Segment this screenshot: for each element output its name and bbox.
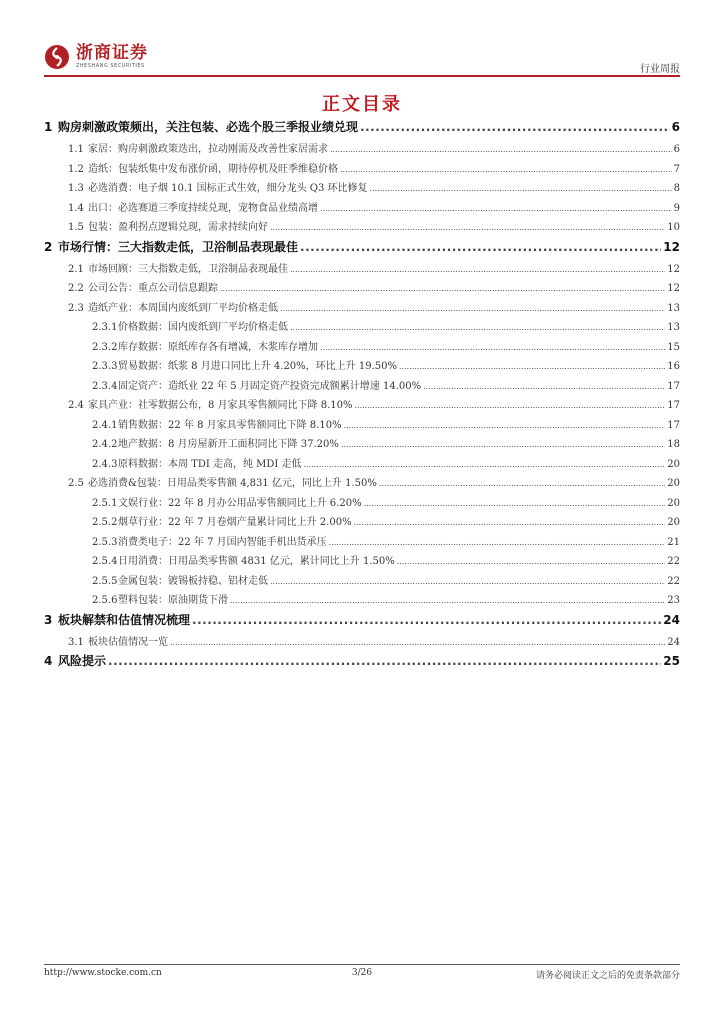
toc-entry-page: 9 — [673, 202, 680, 214]
toc-entry-title: 公司公告：重点公司信息跟踪 — [88, 283, 218, 294]
toc-entry-title: 家具产业：社零数据公布，8 月家具零售额同比下降 8.10% — [88, 400, 353, 411]
toc-entry-number: 2.5 — [68, 478, 84, 489]
toc-entry[interactable] — [44, 435, 680, 455]
toc-entry[interactable] — [44, 377, 680, 397]
toc-entry[interactable] — [44, 416, 680, 436]
toc-entry-number: 3.1 — [68, 636, 84, 648]
toc-leader-dots — [364, 499, 666, 508]
company-logo — [44, 44, 148, 70]
toc-entry[interactable] — [44, 513, 680, 533]
toc-entry[interactable] — [44, 199, 680, 219]
toc-entry-number: 2.5.6 — [92, 595, 118, 606]
toc-entry-page: 13 — [667, 322, 680, 333]
toc-entry-page: 8 — [673, 183, 680, 194]
toc-entry-title: 销售数据：22 年 8 月家具零售额同比下降 8.10% — [118, 419, 342, 431]
toc-entry[interactable] — [44, 160, 680, 180]
toc-entry[interactable] — [44, 494, 680, 514]
toc-entry-title: 市场回顾：三大指数走低，卫浴制品表现最佳 — [88, 263, 288, 275]
toc-leader-dots — [220, 284, 665, 293]
toc-leader-dots — [170, 638, 665, 647]
toc-entry-number: 2.5.4 — [92, 556, 118, 567]
toc-leader-dots — [230, 596, 665, 605]
toc-entry[interactable] — [44, 633, 680, 653]
header-divider — [44, 75, 680, 77]
toc-entry-number: 3 — [44, 612, 53, 627]
toc-entry-number: 2.3.2 — [92, 341, 118, 353]
toc-entry[interactable] — [44, 179, 680, 199]
toc-entry-number: 2.5.5 — [92, 575, 118, 587]
toc-leader-dots — [290, 265, 665, 274]
toc-entry-title: 库存数据：原纸库存各有增减，木浆库存增加 — [118, 341, 318, 353]
toc-leader-dots — [280, 304, 665, 313]
toc-entry[interactable] — [44, 611, 680, 633]
toc-entry-title: 造纸：包装纸集中发布涨价函，期待停机及旺季维稳价格 — [88, 163, 338, 175]
toc-entry-title: 固定资产：造纸业 22 年 5 月固定资产投资完成额累计增速 14.00% — [118, 380, 422, 392]
toc-entry-title: 板块估值情况一览 — [88, 636, 168, 648]
toc-entry[interactable] — [44, 357, 680, 377]
footer-url[interactable]: http://www.stocke.com.cn — [44, 968, 162, 978]
toc-entry-page: 12 — [667, 283, 680, 294]
toc-entry[interactable] — [44, 338, 680, 358]
toc-entry-page: 17 — [667, 400, 680, 411]
toc-leader-dots — [354, 518, 666, 527]
toc-entry-page: 12 — [667, 263, 680, 275]
toc-entry-page: 10 — [667, 222, 680, 233]
toc-title: 正文目录 — [322, 94, 402, 115]
toc-entry-title: 市场行情：三大指数走低，卫浴制品表现最佳 — [58, 239, 299, 254]
toc-entry[interactable] — [44, 591, 680, 611]
logo-english-name: ZHESHANG SECURITIES — [76, 63, 145, 69]
toc-entry[interactable] — [44, 140, 680, 160]
toc-entry-number: 2.5.3 — [92, 536, 118, 548]
toc-entry-page: 20 — [667, 497, 680, 509]
toc-leader-dots — [270, 223, 665, 232]
toc-entry-page: 7 — [673, 163, 680, 175]
logo-chinese-name: 浙商证券 — [76, 43, 148, 63]
toc-entry-title: 造纸产业：本周国内废纸到厂平均价格走低 — [88, 302, 278, 314]
toc-entry-title: 必选消费：电子烟 10.1 国标正式生效，细分龙头 Q3 环比修复 — [88, 183, 368, 194]
toc-entry-page: 22 — [667, 556, 680, 567]
toc-entry[interactable] — [44, 652, 680, 674]
toc-leader-dots — [290, 323, 665, 332]
toc-entry[interactable] — [44, 279, 680, 299]
toc-entry-number: 2.4.1 — [92, 419, 118, 431]
toc-entry-title: 地产数据：8 月房屋新开工面积同比下降 37.20% — [118, 439, 339, 450]
toc-leader-dots — [320, 343, 665, 352]
toc-leader-dots — [355, 401, 666, 410]
toc-entry-page: 20 — [667, 478, 680, 489]
toc-entry-page: 12 — [663, 239, 680, 254]
toc-entry[interactable] — [44, 474, 680, 494]
toc-entry-number: 2.3 — [68, 302, 84, 314]
toc-entry-number: 2.4.2 — [92, 439, 118, 450]
toc-entry-page: 20 — [667, 517, 680, 528]
toc-entry-title: 价格数据：国内废纸到厂平均价格走低 — [118, 322, 288, 333]
toc-leader-dots — [270, 577, 665, 586]
toc-entry-title: 金属包装：镀锡板持稳、铝材走低 — [118, 575, 268, 587]
toc-leader-dots — [341, 440, 665, 449]
toc-entry-page: 6 — [671, 120, 680, 134]
toc-entry-page: 18 — [667, 439, 680, 450]
toc-entry-page: 20 — [667, 458, 680, 470]
toc-entry-title: 板块解禁和估值情况梳理 — [58, 612, 191, 627]
toc-leader-dots — [329, 538, 666, 547]
toc-entry-page: 21 — [667, 536, 680, 548]
toc-entry-title: 必选消费&包装：日用品类零售额 4,831 亿元，同比上升 1.50% — [88, 478, 377, 489]
toc-entry-page: 15 — [667, 341, 680, 353]
toc-entry-title: 文娱行业：22 年 8 月办公用品零售额同比上升 6.20% — [118, 497, 362, 509]
toc-entry[interactable] — [44, 238, 680, 260]
toc-leader-dots — [340, 165, 672, 174]
toc-leader-dots — [192, 613, 661, 627]
toc-entry-title: 贸易数据：纸浆 8 月进口同比上升 4.20%，环比上升 19.50% — [118, 361, 397, 372]
footer-divider — [44, 964, 680, 965]
toc-entry-number: 4 — [44, 654, 53, 668]
toc-entry-title: 购房刺激政策频出，关注包装、必选个股三季报业绩兑现 — [58, 120, 359, 134]
toc-entry[interactable] — [44, 552, 680, 572]
toc-entry-number: 1.2 — [68, 163, 84, 175]
toc-entry-title: 包装：盈利拐点逻辑兑现，需求持续向好 — [88, 222, 268, 233]
toc-entry[interactable] — [44, 218, 680, 238]
toc-leader-dots — [108, 654, 661, 668]
toc-leader-dots — [320, 204, 672, 213]
toc-leader-dots — [397, 557, 666, 566]
toc-leader-dots — [330, 145, 672, 154]
toc-entry-title: 日用消费：日用品类零售额 4831 亿元，累计同比上升 1.50% — [118, 556, 395, 567]
toc-entry-page: 16 — [667, 361, 680, 372]
toc-entry-number: 2.1 — [68, 263, 84, 275]
toc-entry[interactable] — [44, 299, 680, 319]
toc-entry[interactable] — [44, 533, 680, 553]
toc-entry-number: 2.3.3 — [92, 361, 118, 372]
toc-entry-title: 消费类电子：22 年 7 月国内智能手机出货承压 — [118, 536, 327, 548]
toc-entry-number: 2.5.2 — [92, 517, 118, 528]
toc-leader-dots — [300, 240, 661, 254]
toc-entry-number: 1.5 — [68, 222, 84, 233]
toc-leader-dots — [360, 120, 670, 134]
toc-entry-page: 25 — [663, 654, 680, 668]
toc-leader-dots — [399, 362, 665, 371]
toc-entry[interactable] — [44, 572, 680, 592]
page-number: 3/26 — [351, 968, 373, 978]
toc-leader-dots — [304, 460, 666, 469]
toc-entry-number: 1.4 — [68, 202, 84, 214]
toc-entry-page: 13 — [667, 302, 680, 314]
toc-entry-title: 风险提示 — [58, 654, 107, 668]
toc-entry-page: 17 — [667, 419, 680, 431]
toc-entry-number: 2 — [44, 239, 53, 254]
page-header — [0, 0, 724, 80]
toc-entry-page: 22 — [667, 575, 680, 587]
toc-entry-number: 1.3 — [68, 183, 84, 194]
toc-leader-dots — [344, 421, 666, 430]
toc-entry-number: 2.3.1 — [92, 322, 118, 333]
toc-entry-title: 家居：购房刺激政策迭出，拉动刚需及改善性家居需求 — [88, 144, 328, 155]
toc-entry-number: 2.3.4 — [92, 380, 118, 392]
footer-disclaimer: 请务必阅读正文之后的免责条款部分 — [535, 971, 680, 981]
toc-entry-page: 17 — [667, 380, 680, 392]
toc-entry-page: 6 — [673, 144, 680, 155]
table-of-contents — [44, 118, 680, 674]
toc-entry-title: 塑料包装：原油期货下滑 — [118, 595, 228, 606]
toc-entry-number: 2.4 — [68, 400, 84, 411]
toc-entry[interactable] — [44, 318, 680, 338]
toc-entry-title: 出口：必选赛道三季度持续兑现，宠物食品业绩高增 — [88, 202, 318, 214]
toc-leader-dots — [379, 479, 665, 488]
toc-entry[interactable] — [44, 118, 680, 140]
toc-entry[interactable] — [44, 455, 680, 475]
toc-leader-dots — [370, 184, 672, 193]
toc-entry[interactable] — [44, 260, 680, 280]
toc-entry-title: 烟草行业：22 年 7 月卷烟产量累计同比上升 2.00% — [118, 517, 352, 528]
toc-entry-number: 2.2 — [68, 283, 84, 294]
document-type-label: 行业周报 — [640, 64, 680, 75]
toc-entry-number: 1 — [44, 120, 53, 134]
toc-entry-title: 原料数据：本周 TDI 走高，纯 MDI 走低 — [118, 458, 302, 470]
company-logo-icon — [44, 44, 70, 70]
toc-entry[interactable] — [44, 396, 680, 416]
toc-leader-dots — [423, 382, 665, 391]
toc-entry-page: 23 — [667, 595, 680, 606]
toc-entry-number: 2.4.3 — [92, 458, 118, 470]
toc-entry-page: 24 — [667, 636, 680, 648]
toc-entry-number: 1.1 — [68, 144, 84, 155]
toc-entry-page: 24 — [663, 612, 680, 627]
toc-entry-number: 2.5.1 — [92, 497, 118, 509]
